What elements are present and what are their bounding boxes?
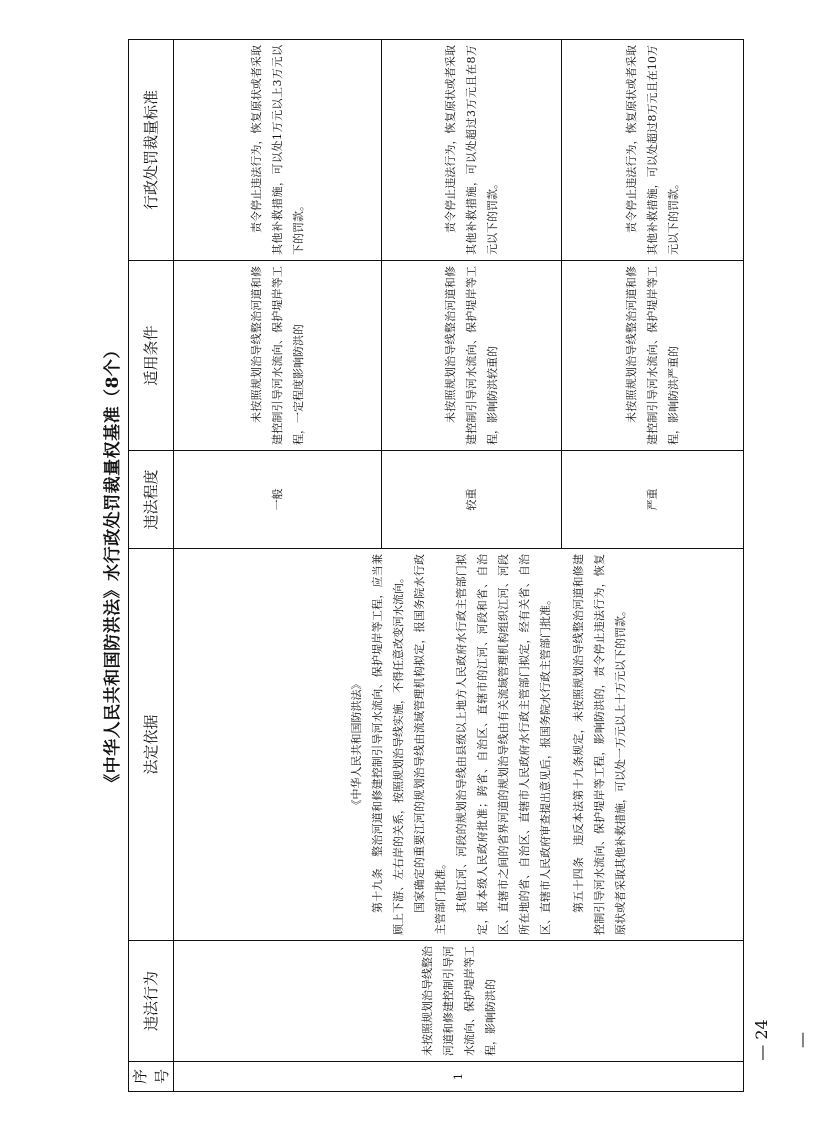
table-header-row bbox=[129, 40, 174, 1092]
seq-cell: 1 bbox=[174, 1062, 744, 1092]
degree-cell: 较重 bbox=[382, 451, 562, 549]
header-violation: 违法行为 bbox=[129, 941, 174, 1062]
rotated-page bbox=[100, 40, 811, 1092]
header-penalty-standard: 行政处罚裁量标准 bbox=[129, 40, 174, 261]
condition-text: 未按照规划治导线整治河道和修建控制引导河水流向、保护堤岸等工程，影响防洪严重的 bbox=[625, 266, 680, 445]
penalty-cell bbox=[174, 40, 382, 261]
degree-cell: 严重 bbox=[562, 451, 744, 549]
basis-paragraph: 其他江河、河段的规划治导线由县级以上地方人民政府水行政主管部门拟定，报本级人民政府批准；跨省、自治区、直辖市的江河、河段和省、自治区、直辖市之间的省界河道的规划治导线由有关流域管理机构组织江河、河段所在地的省、自治区、直辖市人民政府水行政主管部门拟定，经有关省、自治区、直辖市人民政府审查提出意见后，报国务院水行政主管部门批准。 bbox=[455, 554, 552, 935]
legal-basis-cell bbox=[174, 549, 744, 941]
basis-paragraph: 第十九条 整治河道和修建控制引导河水流向、保护堤岸等工程，应当兼顾上下游、左右岸的关系，按照规划治导线实施，不得任意改变河水流向。 bbox=[371, 554, 405, 935]
penalty-cell bbox=[562, 40, 744, 261]
penalty-standard-table bbox=[128, 39, 744, 1092]
penalty-cell bbox=[382, 40, 562, 261]
header-legal-basis: 法定依据 bbox=[129, 549, 174, 941]
penalty-text: 责令停止违法行为，恢复原状或者采取其他补救措施，可以处1万元以上3万元以下的罚款。 bbox=[250, 45, 305, 255]
degree-cell: 一般 bbox=[174, 451, 382, 549]
condition-cell bbox=[382, 261, 562, 451]
condition-text: 未按照规划治导线整治河道和修建控制引导河水流向、保护堤岸等工程，一定程度影响防洪的 bbox=[250, 266, 305, 445]
basis-paragraph: 第五十四条 违反本法第十九条规定，未按照规划治导线整治河道和修建控制引导河水流向、保护堤岸等工程，影响防洪的，责令停止违法行为，恢复原状或者采取其他补救措施，可以处一万元以上十万元以下的罚款。 bbox=[572, 554, 627, 935]
page-number bbox=[742, 1019, 811, 1070]
page-number-text: — 24 — bbox=[752, 1019, 811, 1061]
header-seq: 序号 bbox=[129, 1062, 174, 1092]
penalty-text: 责令停止违法行为，恢复原状或者采取其他补救措施，可以处超过8万元且在10万元以下的罚款。 bbox=[625, 45, 680, 255]
law-name: 《中华人民共和国防洪法》 bbox=[350, 678, 363, 811]
condition-text: 未按照规划治导线整治河道和修建控制引导河水流向、保护堤岸等工程，影响防洪较重的 bbox=[444, 266, 499, 445]
penalty-text: 责令停止违法行为，恢复原状或者采取其他补救措施，可以处超过3万元且在8万元以下的罚款。 bbox=[444, 45, 499, 255]
header-degree: 违法程度 bbox=[129, 451, 174, 549]
document-title: 《中华人民共和国防洪法》水行政处罚裁量权基准（8个） bbox=[103, 341, 123, 791]
violation-cell: 未按照规划治导线整治河道和修建控制引导河水流向、保护堤岸等工程，影响防洪的 bbox=[174, 941, 744, 1062]
basis-paragraph: 国家确定的重要江河的规划治导线由流域管理机构拟定，报国务院水行政主管部门批准。 bbox=[413, 554, 447, 935]
condition-cell bbox=[174, 261, 382, 451]
table-row bbox=[174, 40, 382, 1092]
header-condition: 适用条件 bbox=[129, 261, 174, 451]
condition-cell bbox=[562, 261, 744, 451]
